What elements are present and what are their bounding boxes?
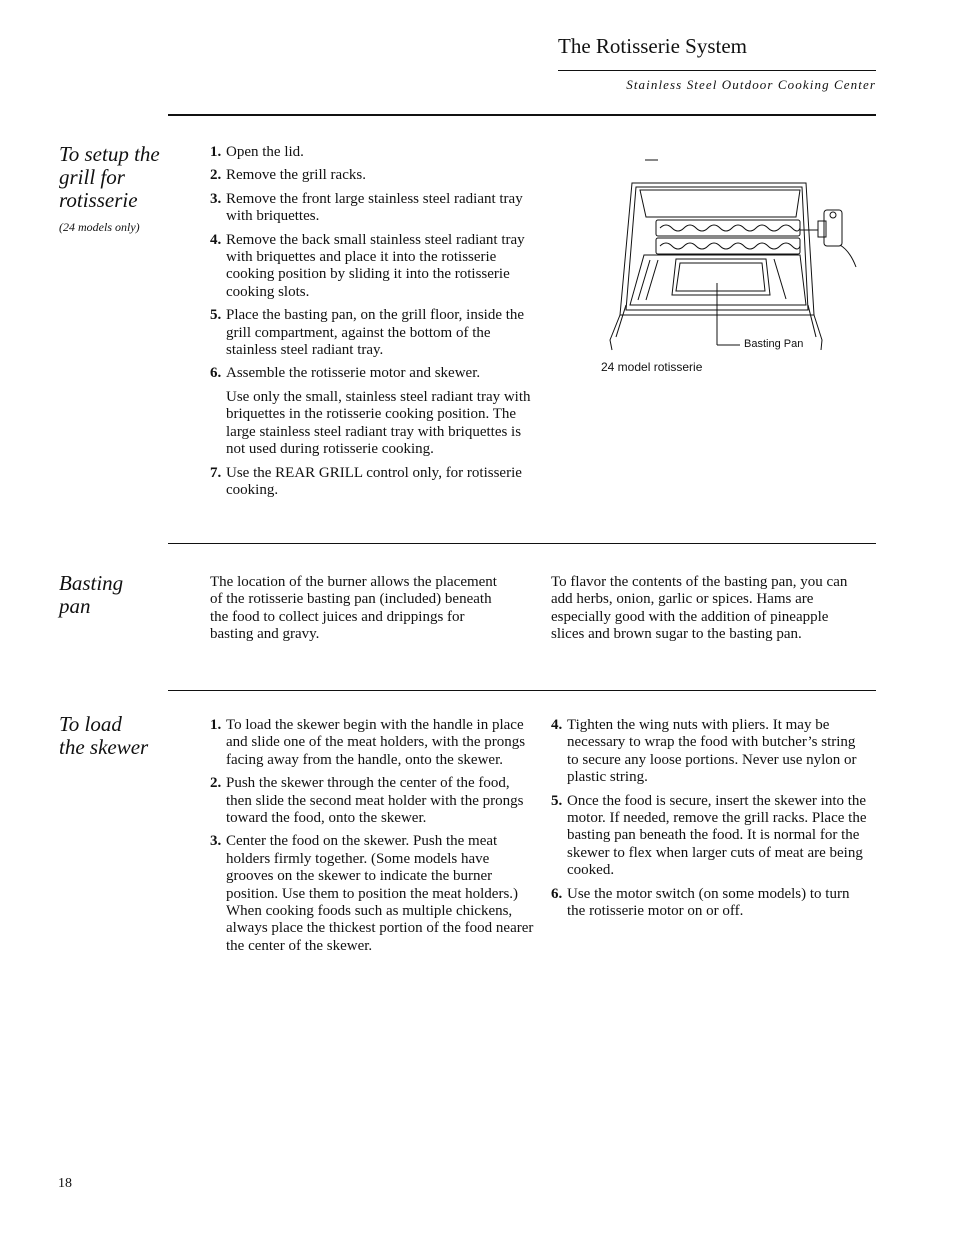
setup-steps — [210, 144, 536, 505]
setup-step: 3. Remove the front large stainless steel radiant tray with briquettes. — [210, 190, 523, 225]
grill-illustration — [600, 155, 862, 355]
skewer-step: 6. Use the motor switch (on some models) to turn the rotisserie motor on or off. — [551, 885, 850, 920]
page-subtitle: Stainless Steel Outdoor Cooking Center — [626, 77, 876, 92]
setup-step: 5. Place the basting pan, on the grill floor, inside the grill compartment, against the bottom of the stainless steel radiant tray. — [210, 307, 525, 359]
skewer-steps-right — [551, 717, 867, 926]
skewer-step: 1. To load the skewer begin with the handle in place and slide one of the meat holders, with the prongs facing away from the handle, onto the skewer. — [210, 717, 526, 768]
setup-step: 2. Remove the grill racks. — [210, 167, 366, 184]
header-divider — [168, 114, 876, 116]
figure-callout-basting-pan: Basting Pan — [744, 338, 804, 350]
header-rule — [558, 70, 876, 71]
setup-step: 7. Use the REAR GRILL control only, for rotisserie cooking. — [210, 464, 522, 498]
basting-section-title: Basting pan — [59, 571, 124, 618]
skewer-step: 5. Once the food is secure, insert the skewer into the motor. If needed, remove the grill racks. Place the basting pan beneath the food. It is normal for the skewer to flex when larger cuts of meat are being cooked. — [551, 792, 867, 879]
setup-step: 4. Remove the back small stainless steel radiant tray with briquettes and place it into the rotisserie cooking position by sliding it into the rotisserie cooking slots. — [210, 231, 525, 300]
skewer-section-title: To load the skewer — [59, 712, 149, 759]
skewer-step: 4. Tighten the wing nuts with pliers. It may be necessary to wrap the food with butcher’s string to secure any loose portions. Never use nylon or plastic string. — [551, 717, 857, 786]
figure-caption: 24 model rotisserie — [601, 360, 703, 374]
setup-section-title: To setup the grill for rotisserie — [59, 142, 160, 212]
page-title: The Rotisserie System — [558, 34, 747, 58]
basting-paragraph-left: The location of the burner allows the placement of the rotisserie basting pan (included) beneath the food to collect juices and drippings for basting and gravy. — [210, 574, 497, 643]
basting-paragraph-right: To flavor the contents of the basting pan, you can add herbs, onion, garlic or spices. Hams are especially good with the addition of pineapple slices and brown sugar to the basting pan. — [551, 574, 848, 643]
skewer-step: 2. Push the skewer through the center of the food, then slide the second meat holder with the prongs toward the food, onto the skewer. — [210, 775, 524, 827]
setup-note-paragraph: Use only the small, stainless steel radiant tray with briquettes in the rotisserie cooking position. The large stainless steel radiant tray with briquettes is not used during rotisserie cooking. — [226, 388, 531, 458]
setup-models-note: (24 models only) — [59, 220, 140, 234]
section-divider — [168, 690, 876, 691]
skewer-steps-left — [210, 717, 536, 961]
rotisserie-figure — [600, 155, 862, 355]
section-divider — [168, 543, 876, 544]
setup-step: 1. Open the lid. — [210, 144, 304, 160]
page-number: 18 — [58, 1176, 72, 1191]
setup-step: 6. Assemble the rotisserie motor and skewer. — [210, 365, 481, 382]
skewer-step: 3. Center the food on the skewer. Push the meat holders firmly together. (Some models have grooves on the skewer to indicate the burner position. Use them to position the meat holders.) When cooking foods such as multiple chickens, always place the thickest portion of the food nearer the center of the skewer. — [210, 833, 534, 954]
